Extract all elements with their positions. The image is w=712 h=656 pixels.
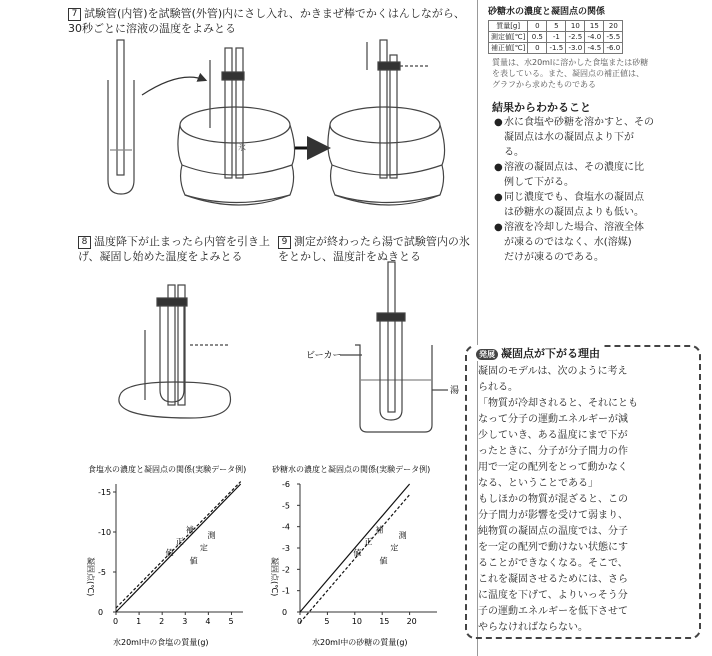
- cooling-bath-left-illustration: [178, 48, 295, 205]
- note-box-line: 純物質の凝固点の温度では、分子: [478, 526, 628, 537]
- line-annotation: 定: [390, 543, 399, 553]
- results-list: [494, 115, 694, 265]
- step-8-line1: 温度降下が止まったら内管を引き上: [94, 235, 270, 248]
- y-tick-label: -1: [282, 586, 290, 596]
- chart-sugar: [262, 462, 452, 648]
- step-8-line2: げ、凝固し始めた温度をよみとる: [78, 250, 243, 263]
- y-tick-label: -5: [98, 568, 106, 577]
- series-line-0: [116, 484, 241, 612]
- step-9-number: 9: [278, 236, 291, 249]
- chart-salt: [78, 462, 258, 648]
- beaker-label: ビーカー: [306, 351, 342, 361]
- sugar-table-row-head: 補正値[℃]: [489, 43, 528, 54]
- chart-salt-title: 食塩水の濃度と凝固点の関係(実験データ例): [88, 465, 247, 474]
- results-item: [494, 190, 694, 220]
- note-box-line: ったときに、分子が分子間力の作: [478, 446, 628, 457]
- series-line-1: [300, 495, 410, 623]
- bullet-icon: ●: [494, 162, 503, 173]
- x-tick-label: 0: [297, 617, 303, 626]
- sugar-table-title: 砂糖水の濃度と凝固点の関係: [488, 7, 606, 17]
- sugar-table-cell: -2.5: [566, 32, 585, 43]
- bullet-icon: ●: [494, 117, 503, 128]
- sugar-table-row: [489, 43, 623, 54]
- note-box-line: 分子間力が影響を受けて弱まり、: [478, 510, 628, 521]
- apparatus-illustrations: [0, 0, 477, 470]
- note-box-line: 少していき、ある温度にまで下が: [478, 430, 628, 441]
- results-title: 結果からわかること: [492, 101, 591, 114]
- step-8-number: 8: [78, 236, 91, 249]
- x-tick-label: 0: [113, 617, 119, 626]
- x-tick-label: 5: [228, 617, 234, 626]
- x-tick-label: 3: [182, 617, 188, 626]
- note-box-line: 用で一定の配列をとって動かなく: [478, 462, 628, 473]
- note-box-line: 凝固のモデルは、次のように考え: [478, 366, 628, 377]
- x-tick-label: 15: [379, 617, 390, 626]
- note-box-line: られる。: [478, 382, 518, 393]
- note-box-line: もしほかの物質が混ざると、この: [478, 494, 628, 505]
- cooling-bath-right-illustration: [328, 40, 445, 205]
- line-annotation: 定: [199, 543, 208, 553]
- line-annotation: 値: [165, 548, 174, 558]
- sugar-table-cell: 0: [528, 43, 547, 54]
- hot-water-label: 湯: [450, 386, 460, 396]
- y-tick-label: -4: [282, 522, 290, 532]
- results-item-text: 水に食塩や砂糖を溶かすと、その 凝固点は水の凝固点より下が る。: [504, 117, 654, 158]
- sugar-table-cell: -1.5: [547, 43, 566, 54]
- chart-salt-xlabel: 水20ml中の食塩の質量(g): [113, 638, 209, 647]
- y-tick-label: -5: [282, 501, 290, 511]
- sugar-table-note: [492, 57, 648, 90]
- step-7-line1: 試験管(内管)を試験管(外管)内にさし入れ、かきまぜ棒でかくはんしながら、: [84, 7, 465, 20]
- line-annotation: 正: [175, 537, 184, 547]
- line-annotation: 値: [189, 556, 198, 566]
- y-tick-label: -6: [282, 480, 290, 489]
- results-item: [494, 220, 694, 265]
- sugar-table-cell: 0.5: [528, 32, 547, 43]
- chart-sugar-marks: [300, 484, 410, 623]
- sugar-table-cell: -6.0: [604, 43, 623, 54]
- results-item-text: 溶液を冷却した場合、溶液全体 が凍るのではなく、水(溶媒) だけが凍るのである。: [504, 222, 644, 263]
- sugar-table-row-head: 質量[g]: [489, 21, 528, 32]
- note-line-3: グラフから求めたものである: [492, 80, 596, 89]
- sugar-table-cell: 10: [566, 21, 585, 32]
- sugar-table-cell: 20: [604, 21, 623, 32]
- step-7-line2: 30秒ごとに溶液の温度をよみとる: [68, 22, 236, 35]
- y-tick-label: 0: [282, 608, 288, 617]
- note-box-line: なる、ということである」: [478, 478, 598, 489]
- y-tick-label: -15: [98, 488, 112, 497]
- sugar-table-cell: -1: [547, 32, 566, 43]
- line-annotation: 測: [398, 530, 407, 540]
- chart-sugar-xlabel: 水20ml中の砂糖の質量(g): [312, 638, 408, 647]
- x-tick-label: 2: [159, 617, 165, 626]
- line-annotation: 測: [207, 530, 216, 540]
- y-tick-label: -10: [98, 528, 112, 537]
- line-annotation: 値: [353, 548, 362, 558]
- note-line-2: を表している。また、凝固点の補正値は、: [492, 69, 644, 78]
- chart-salt-ylabel: 凝固点(℃): [86, 557, 95, 597]
- note-box-body: [478, 364, 692, 636]
- note-box-line: 子の運動エネルギーを低下させて: [478, 606, 628, 617]
- note-box-tag: 発展: [476, 349, 498, 360]
- step-7-number: 7: [68, 8, 81, 21]
- bullet-icon: ●: [494, 192, 503, 203]
- sugar-table-cell: 5: [547, 21, 566, 32]
- step-9-line2: をとかし、温度計をぬきとる: [278, 250, 421, 263]
- x-tick-label: 20: [406, 617, 417, 626]
- y-tick-label: -2: [282, 565, 290, 575]
- sugar-table-cell: -3.0: [566, 43, 585, 54]
- step-8-apparatus-illustration: [119, 285, 231, 418]
- note-box-title-text: 凝固点が下がる理由: [501, 347, 600, 360]
- sugar-table-cell: -5.5: [604, 32, 623, 43]
- sugar-table-row: [489, 21, 623, 32]
- x-tick-label: 5: [324, 617, 330, 626]
- chart-sugar-title: 砂糖水の濃度と凝固点の関係(実験データ例): [272, 465, 431, 474]
- line-annotation: 補: [375, 525, 384, 535]
- x-tick-label: 4: [205, 617, 211, 626]
- sugar-table-cell: 0: [528, 21, 547, 32]
- x-tick-label: 1: [136, 617, 142, 626]
- note-box-line: を一定の配列で動けない状態にす: [478, 542, 628, 553]
- test-tube-inner-illustration: [108, 40, 134, 194]
- ice-salt-label: 氷: [238, 143, 246, 152]
- y-tick-label: -3: [282, 544, 290, 553]
- line-annotation: 補: [185, 525, 194, 535]
- sugar-table-row-head: 測定値[℃]: [489, 32, 528, 43]
- note-box-line: やらなければならない。: [478, 622, 588, 633]
- line-annotation: 正: [364, 537, 373, 547]
- y-tick-label: 0: [98, 608, 104, 617]
- results-item-text: 同じ濃度でも、食塩水の凝固点 は砂糖水の凝固点よりも低い。: [504, 192, 644, 218]
- step-9-line1: 測定が終わったら湯で試験管内の氷: [294, 235, 470, 248]
- sugar-table-row: [489, 32, 623, 43]
- bullet-icon: ●: [494, 222, 503, 233]
- note-box-title: [472, 345, 604, 361]
- sugar-table-cell: -4.5: [585, 43, 604, 54]
- chart-sugar-ylabel: 凝固点(℃): [270, 557, 279, 597]
- sugar-table-cell: 15: [585, 21, 604, 32]
- results-item: [494, 115, 694, 160]
- sugar-table-cell: -4.0: [585, 32, 604, 43]
- step-9-beaker-illustration: [340, 262, 448, 432]
- note-line-1: 質量は、水20mlに溶かした食塩または砂糖: [492, 58, 649, 67]
- results-item: [494, 160, 694, 190]
- x-tick-label: 10: [351, 617, 362, 626]
- chart-salt-marks: [116, 482, 241, 612]
- note-box-line: 「物質が冷却されると、それにとも: [478, 398, 638, 409]
- line-annotation: 値: [379, 556, 388, 566]
- note-box-line: ることができなくなる。そこで、: [478, 558, 628, 569]
- sugar-table: [488, 20, 623, 54]
- note-box-line: なって分子の運動エネルギーが減: [478, 414, 628, 425]
- results-item-text: 溶液の凝固点は、その濃度に比 例して下がる。: [504, 162, 644, 188]
- note-box-line: に温度を下げて、よりいっそう分: [478, 590, 628, 601]
- note-box-line: これを凝固させるためには、さら: [478, 574, 628, 585]
